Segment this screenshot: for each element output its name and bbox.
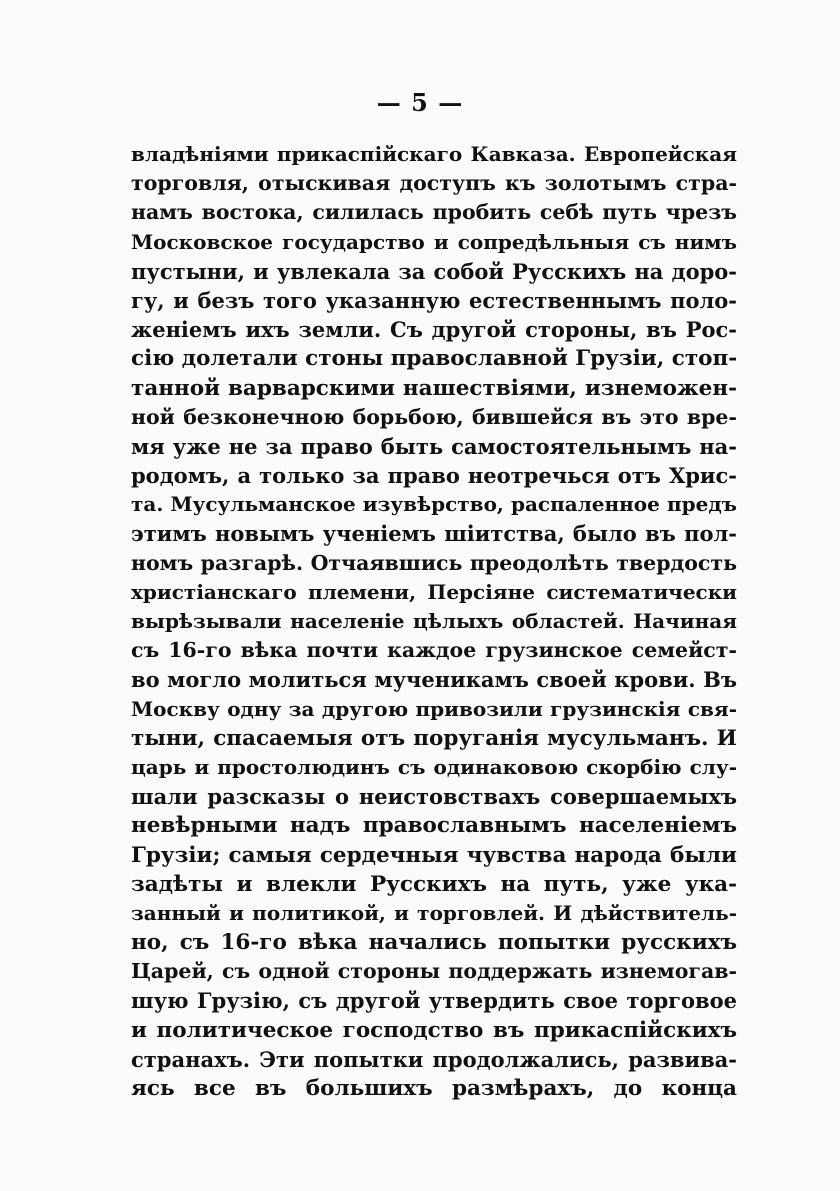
text-line: съ 16-го вѣка почти каждое грузинское семейст- <box>131 638 737 663</box>
text-line: и политическое господство въ прикаспійскихъ <box>131 1017 737 1043</box>
text-line: пустыни, и увлекала за собой Русскихъ на доро- <box>131 258 737 284</box>
text-line: христіанскаго племени, Персіяне систематически <box>131 579 737 604</box>
text-line: шую Грузію, съ другой утвердить свое торговое <box>131 988 737 1014</box>
text-line: странахъ. Эти попытки продолжались, развива- <box>131 1046 737 1072</box>
text-line: занный и политикой, и торговлей. И дѣйствитель- <box>131 900 737 925</box>
text-line: номъ разгарѣ. Отчаявшись преодолѣть твердость <box>131 550 737 575</box>
text-line: родомъ, а только за право неотречься отъ Хрис- <box>131 463 737 489</box>
text-line: торговля, отыскивая доступъ къ золотымъ стра- <box>131 171 737 196</box>
text-line: та. Мусульманское изувѣрство, распаленное предъ <box>131 492 737 517</box>
text-line: Царей, съ одной стороны поддержать изнемогав- <box>131 959 737 984</box>
text-line: гу, и безъ того указанную естественнымъ поло- <box>131 287 737 313</box>
text-line: вырѣзывали населеніе цѣлыхъ областей. Начиная <box>131 609 737 633</box>
text-line: сію долетали стоны православной Грузіи, стоп- <box>131 346 737 372</box>
text-line: тыни, спасаемыя отъ поруганія мусульманъ. И <box>131 725 737 751</box>
text-line: Москву одну за другою привозили грузинскія свя- <box>131 696 737 721</box>
text-line: Грузіи; самыя сердечныя чувства народа были <box>131 842 737 868</box>
text-line: шали разсказы о неистовствахъ совершаемыхъ <box>131 784 737 810</box>
text-line: но, съ 16-го вѣка начались попытки русскихъ <box>131 930 737 956</box>
body-text <box>131 140 737 1103</box>
text-line: задѣты и влекли Русскихъ на путь, уже ука- <box>131 871 737 897</box>
text-line: намъ востока, силилась пробить себѣ путь чрезъ <box>131 200 737 225</box>
text-line: во могло молиться мученикамъ своей крови. Въ <box>131 667 737 693</box>
text-line: танной варварскими нашествіями, изнеможен- <box>131 375 737 401</box>
text-line: невѣрными надъ православнымъ населеніемъ <box>131 813 737 839</box>
text-line: этимъ новымъ ученіемъ шіитства, было въ пол- <box>131 521 737 547</box>
text-line: ной безконечною борьбою, бившейся въ это вре- <box>131 404 737 429</box>
text-line: Московское государство и сопредѣльныя съ нимъ <box>131 229 737 254</box>
text-line: царь и простолюдинъ съ одинаковою скорбію слу- <box>131 754 737 779</box>
text-line: женіемъ ихъ земли. Съ другой стороны, въ Рос- <box>131 317 737 343</box>
page-number: — 5 — <box>376 88 464 117</box>
text-line: мя уже не за право быть самостоятельнымъ на- <box>131 433 737 459</box>
text-line: ясь все въ большихъ размѣрахъ, до конца <box>131 1076 737 1101</box>
text-line: владѣніями прикаспійскаго Кавказа. Европейская <box>131 142 737 166</box>
